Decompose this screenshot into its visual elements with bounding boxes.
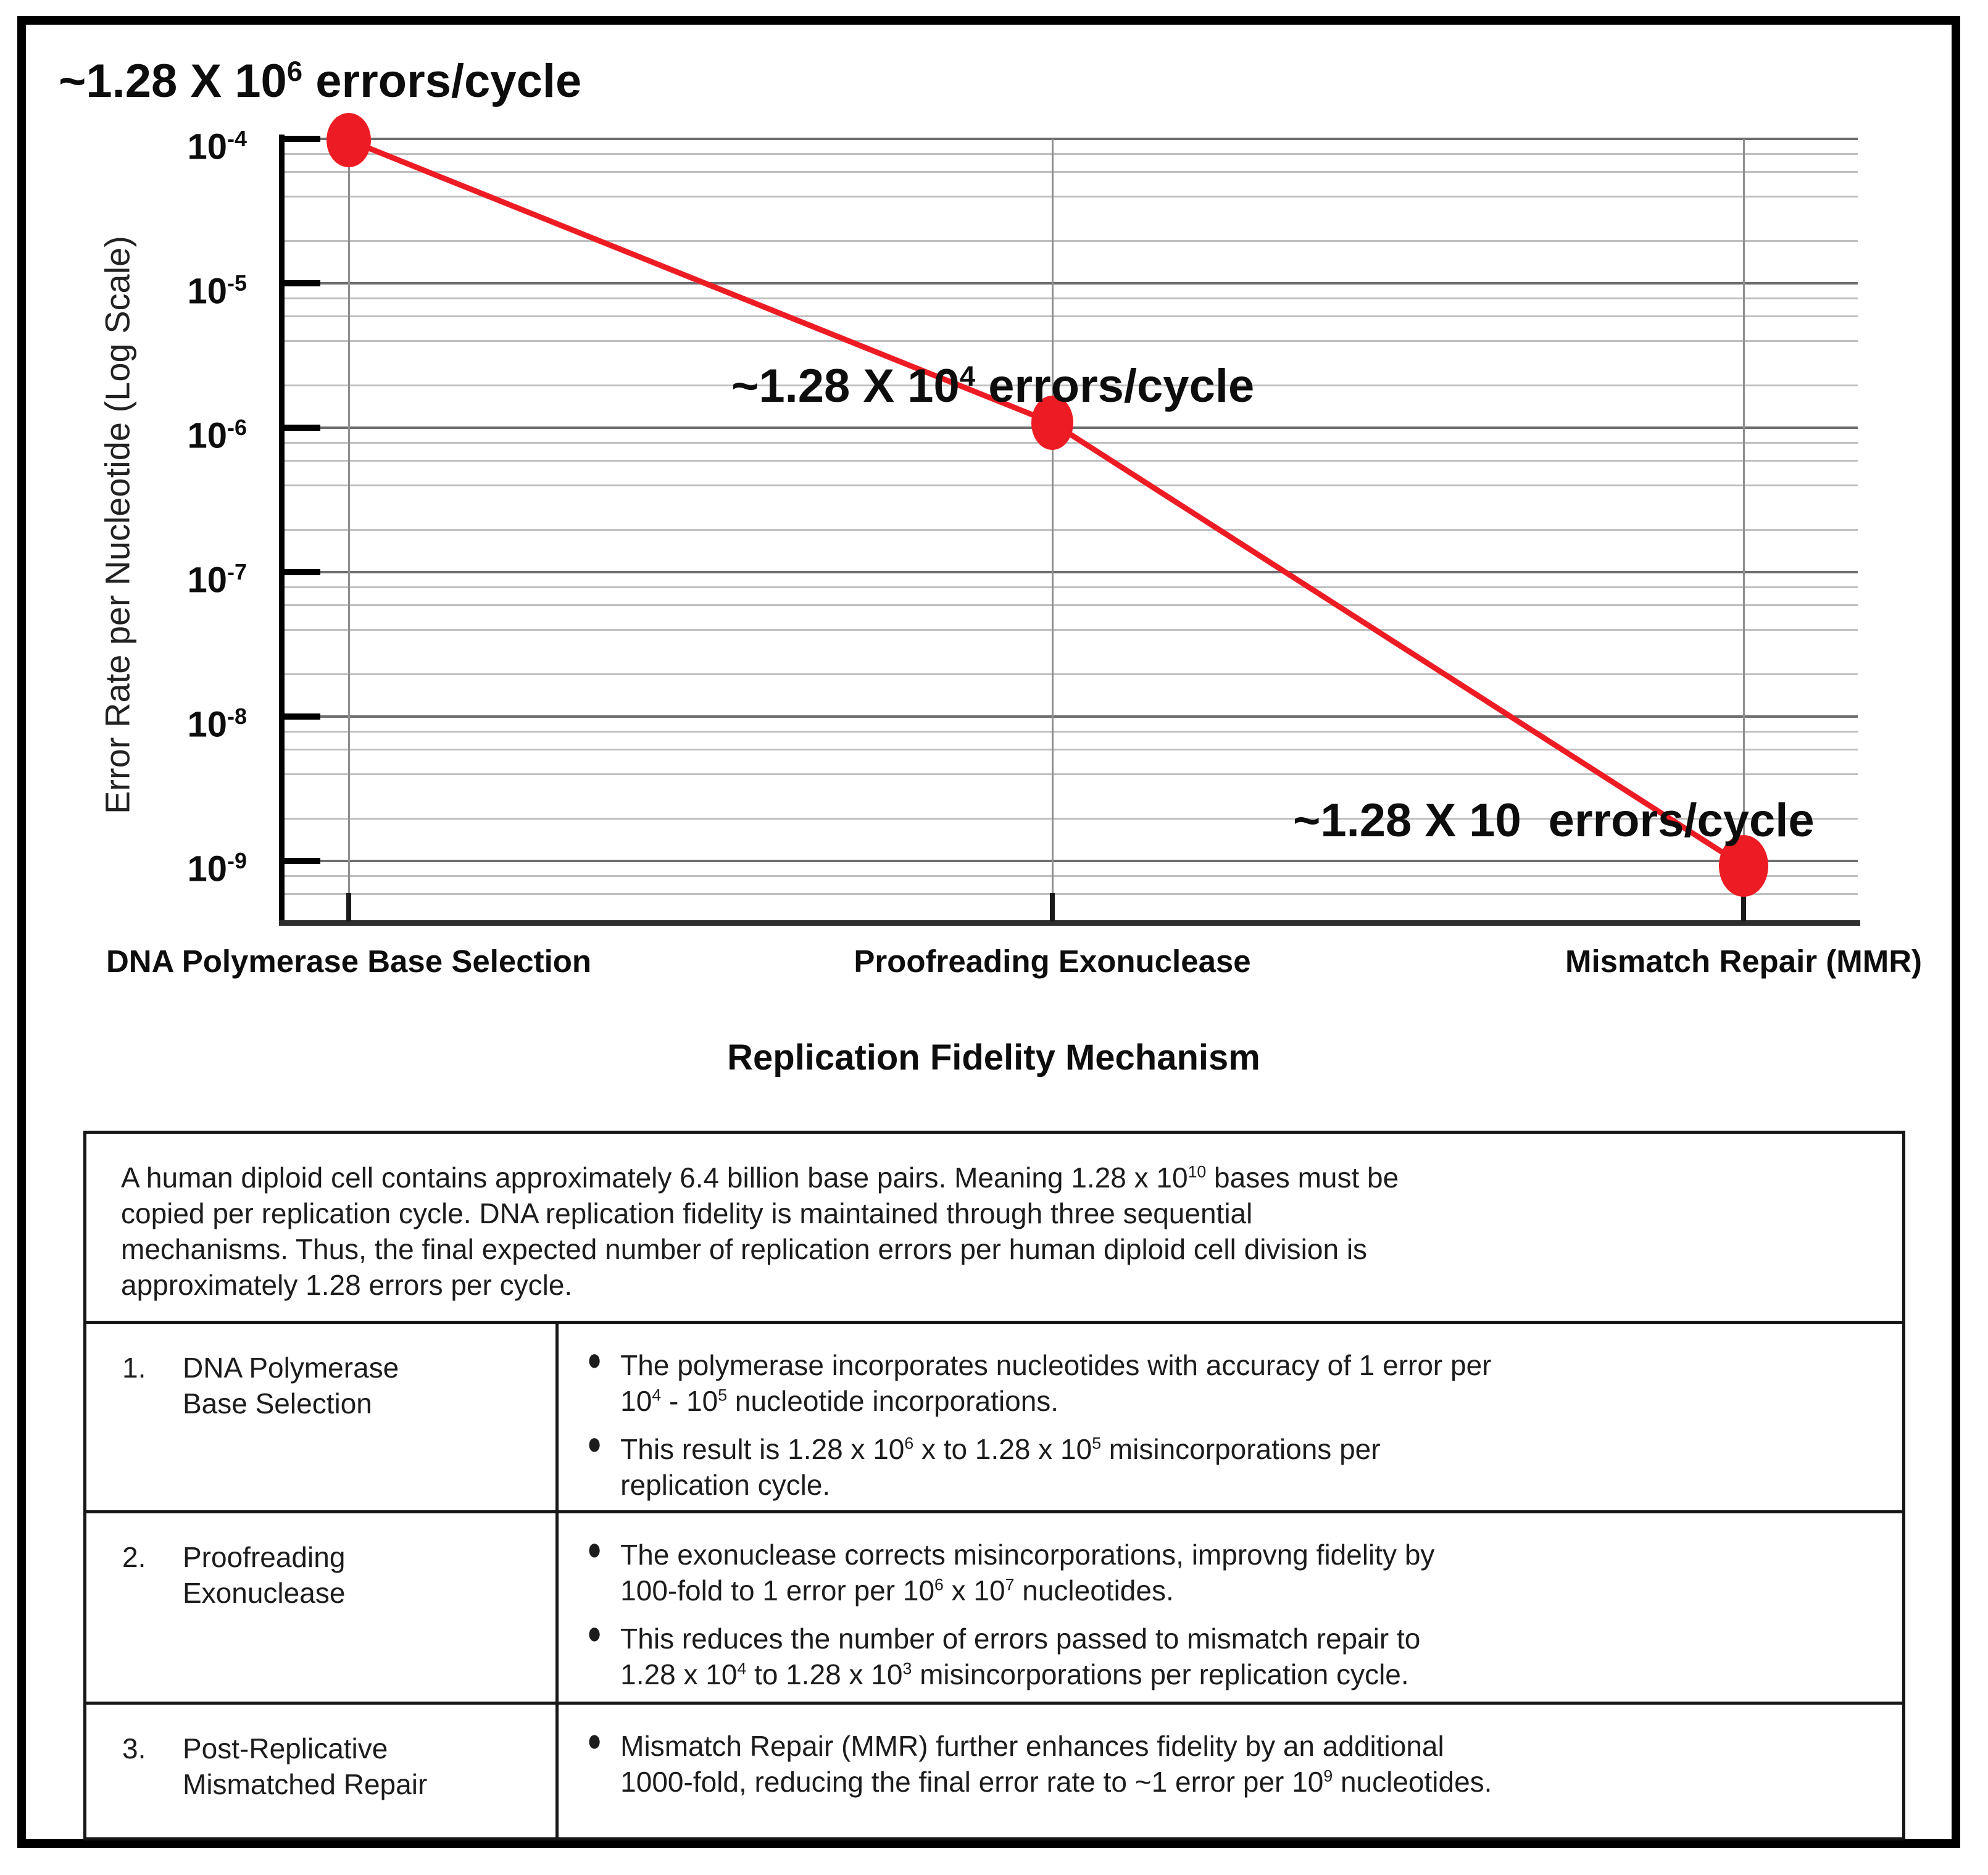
x-category-label: Mismatch Repair (MMR) — [1565, 944, 1923, 979]
bullet-text: This reduces the number of errors passed to mismatch repair to 1.28 x $10^4$ to 1.28 x $10^3$ misincorporations per replication cycle. — [620, 1623, 1421, 1690]
row-number: 1. — [122, 1352, 146, 1384]
tick-exponent: -9 — [227, 848, 247, 873]
bullet-item — [587, 1342, 1878, 1419]
annotation-prefix: ~1.28 X 10 — [1293, 794, 1521, 847]
bullet-icon: ● — [587, 1615, 602, 1651]
bullet-text: Mismatch Repair (MMR) further enhances fidelity by an additional 1000-fold, reducing the final error rate to ~1 error per $10^9$ nucleotides. — [620, 1730, 1492, 1798]
superscript: 6 — [934, 1575, 944, 1594]
annotation-exponent: 6 — [286, 55, 303, 87]
mechanism-name-cell — [86, 1510, 555, 1702]
annotation-suffix: errors/cycle — [1535, 794, 1815, 847]
bullet-text: This result is 1.28 x $10^6$ x to 1.28 x $10^5$ misincorporations per replication cycle. — [620, 1433, 1381, 1501]
x-category-label: Proofreading Exonuclease — [854, 944, 1251, 979]
tick-exponent: -4 — [227, 126, 247, 151]
mechanism-name — [183, 1731, 427, 1837]
superscript: 10 — [1187, 1162, 1207, 1181]
bullet-icon: ● — [587, 1342, 602, 1378]
data-point — [326, 113, 371, 167]
intro-paragraph: A human diploid cell contains approximately 6.4 billion base pairs. Meaning 1.28 x $10^{10}$ bases must be copied per replication cycle. DNA replication fidelity is maintained through three sequential mechanisms. Thus, the final expected number of replication errors per human diploid cell division is approximately 1.28 errors per cycle. — [121, 1162, 1399, 1301]
point-annotation — [1293, 794, 1815, 847]
mechanism-name — [183, 1539, 345, 1702]
mechanism-name-line: Exonuclease — [183, 1577, 346, 1609]
row-number: 2. — [122, 1541, 146, 1573]
annotation-prefix: ~1.28 X 10 — [731, 360, 960, 412]
replication-fidelity-info-table — [83, 1131, 1905, 1840]
bullet-text: The polymerase incorporates nucleotides with accuracy of 1 error per $10^4 - 10^5$ nucleotide incorporations. — [620, 1349, 1492, 1417]
point-annotation — [731, 359, 1254, 413]
mechanism-detail-cell — [555, 1510, 1902, 1702]
superscript: 5 — [718, 1386, 728, 1405]
x-axis-title: Replication Fidelity Mechanism — [727, 1037, 1260, 1078]
point-annotation — [59, 54, 581, 108]
mechanism-detail-cell — [555, 1321, 1902, 1510]
bullet-icon: ● — [587, 1531, 602, 1567]
mechanism-name-line: Base Selection — [183, 1387, 372, 1420]
tick-base: 10 — [187, 415, 228, 456]
tick-exponent: -5 — [227, 270, 247, 296]
bullet-text: The exonuclease corrects misincorporations, improvng fidelity by 100-fold to 1 error per $10^6$ x $10^7$ nucleotides. — [620, 1539, 1435, 1607]
mechanism-name-line: Proofreading — [183, 1541, 346, 1573]
tick-base: 10 — [187, 849, 228, 889]
tick-exponent: -6 — [227, 415, 247, 440]
mechanism-name-line: DNA Polymerase — [183, 1352, 399, 1384]
row-number: 3. — [122, 1732, 146, 1765]
mechanism-name-line: Mismatched Repair — [183, 1768, 428, 1800]
mechanism-name — [183, 1350, 399, 1510]
tick-base: 10 — [187, 704, 228, 745]
tick-base: 10 — [187, 127, 228, 167]
superscript: 3 — [902, 1659, 912, 1678]
tick-exponent: -8 — [227, 704, 247, 729]
tick-base: 10 — [187, 560, 228, 601]
mechanism-name-cell — [86, 1702, 555, 1837]
superscript: 5 — [1092, 1434, 1102, 1453]
mechanism-name-line: Post-Replicative — [183, 1732, 388, 1765]
annotation-suffix: errors/cycle — [302, 55, 582, 107]
superscript: 7 — [1005, 1575, 1015, 1594]
bullet-item — [587, 1426, 1878, 1503]
mechanism-name-cell — [86, 1321, 555, 1510]
bullet-item — [587, 1723, 1878, 1800]
superscript: 4 — [652, 1386, 662, 1405]
series-line — [349, 140, 1744, 866]
superscript: 6 — [904, 1434, 914, 1453]
annotation-exponent: 4 — [959, 360, 976, 392]
tick-base: 10 — [187, 271, 228, 312]
bullet-item — [587, 1531, 1878, 1608]
superscript: 9 — [1323, 1766, 1333, 1786]
superscript: 4 — [737, 1659, 747, 1678]
annotation-prefix: ~1.28 X 10 — [59, 55, 287, 107]
tick-exponent: -7 — [227, 559, 247, 584]
annotation-suffix: errors/cycle — [975, 360, 1255, 412]
bullet-icon: ● — [587, 1723, 602, 1758]
mechanism-detail-cell — [555, 1702, 1902, 1837]
bullet-icon: ● — [587, 1426, 602, 1461]
x-category-label: DNA Polymerase Base Selection — [106, 944, 592, 979]
y-axis-title: Error Rate per Nucleotide (Log Scale) — [98, 236, 137, 814]
bullet-item — [587, 1615, 1878, 1692]
